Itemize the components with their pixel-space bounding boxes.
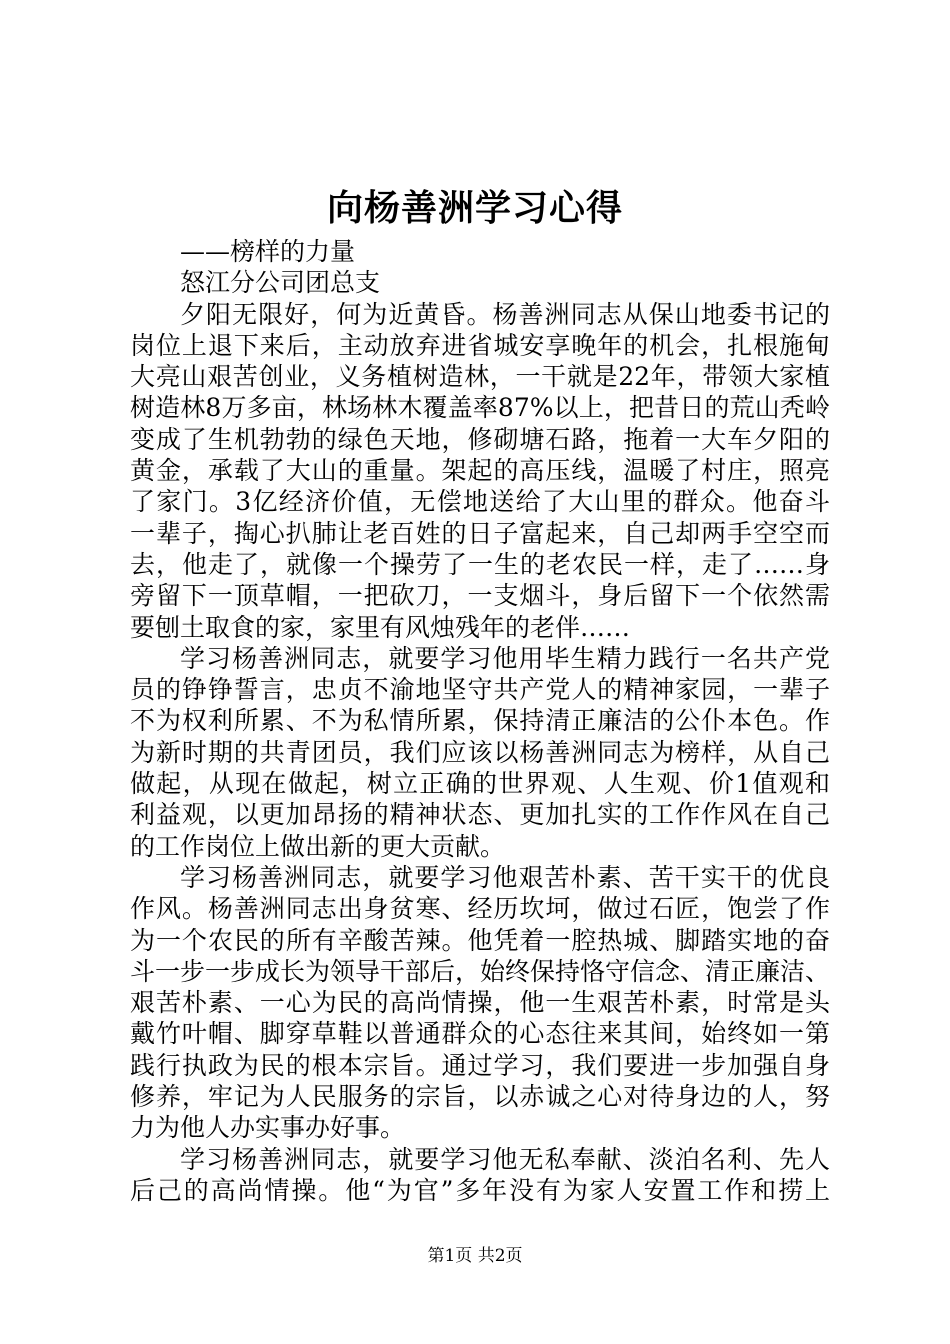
text-line: 后己的高尚情操。他“为官”多年没有为家人安置工作和捞上 <box>130 1175 830 1205</box>
text-line: 斗一步一步成长为领导干部后，始终保持恪守信念、清正廉洁、 <box>130 956 830 986</box>
text-line: 践行执政为民的根本宗旨。通过学习，我们要进一步加强自身 <box>130 1050 830 1080</box>
text-line: 利益观，以更加昂扬的精神状态、更加扎实的工作作风在自己 <box>130 800 830 830</box>
document-body <box>130 236 830 1206</box>
text-line: 做起，从现在做起，树立正确的世界观、人生观、价1值观和 <box>130 769 830 799</box>
text-line: ——榜样的力量 <box>180 237 356 266</box>
text-line: 戴竹叶帽、脚穿草鞋以普通群众的心态往来其间，始终如一第 <box>130 1019 830 1049</box>
text-line: 怒江分公司团总支 <box>180 268 381 298</box>
document-title: 向杨善洲学习心得 <box>326 187 623 229</box>
text-line: 为新时期的共青团员，我们应该以杨善洲同志为榜样，从自己 <box>130 737 830 767</box>
text-line: 要刨土取食的家，家里有风烛残年的老伴…… <box>130 612 631 642</box>
text-line: 树造林8万多亩，林场林木覆盖率87%以上，把昔日的荒山秃岭 <box>130 393 830 423</box>
text-line: 大亮山艰苦创业，义务植树造林，一干就是22年，带领大家植 <box>130 362 830 392</box>
text-line: 旁留下一顶草帽，一把砍刀，一支烟斗，身后留下一个依然需 <box>130 581 830 611</box>
text-line: 一辈子，掏心扒肺让老百姓的日子富起来，自己却两手空空而 <box>130 518 830 548</box>
text-line: 的工作岗位上做出新的更大贡献。 <box>130 831 506 861</box>
text-line: 艰苦朴素、一心为民的高尚情操，他一生艰苦朴素，时常是头 <box>130 988 830 1018</box>
text-line: 学习杨善洲同志，就要学习他用毕生精力践行一名共产党 <box>180 643 830 673</box>
text-line: 变成了生机勃勃的绿色天地，修砌塘石路，拖着一大车夕阳的 <box>130 424 830 454</box>
text-line: 岗位上退下来后，主动放弃进省城安享晚年的机会，扎根施甸 <box>130 330 830 360</box>
text-line: 了家门。3亿经济价值，无偿地送给了大山里的群众。他奋斗 <box>130 487 830 517</box>
text-line: 黄金，承载了大山的重量。架起的高压线，温暖了村庄，照亮 <box>130 456 830 486</box>
text-line: 作风。杨善洲同志出身贫寒、经历坎坷，做过石匠，饱尝了作 <box>130 894 830 924</box>
text-line: 去，他走了，就像一个操劳了一生的老农民一样，走了……身 <box>130 549 830 579</box>
page-footer: 第1页 共2页 <box>427 1246 523 1266</box>
text-line: 不为权利所累、不为私情所累，保持清正廉洁的公仆本色。作 <box>130 706 830 736</box>
text-line: 夕阳无限好，何为近黄昏。杨善洲同志从保山地委书记的 <box>180 299 830 329</box>
text-line: 学习杨善洲同志，就要学习他艰苦朴素、苦干实干的优良 <box>180 862 830 892</box>
text-line: 学习杨善洲同志，就要学习他无私奉献、淡泊名利、先人 <box>180 1144 830 1174</box>
text-line: 修养，牢记为人民服务的宗旨，以赤诚之心对待身边的人，努 <box>130 1082 830 1112</box>
text-line: 员的铮铮誓言，忠贞不渝地坚守共产党人的精神家园，一辈子 <box>130 675 830 705</box>
text-line: 力为他人办实事办好事。 <box>130 1113 406 1143</box>
text-line: 为一个农民的所有辛酸苦辣。他凭着一腔热城、脚踏实地的奋 <box>130 925 830 955</box>
